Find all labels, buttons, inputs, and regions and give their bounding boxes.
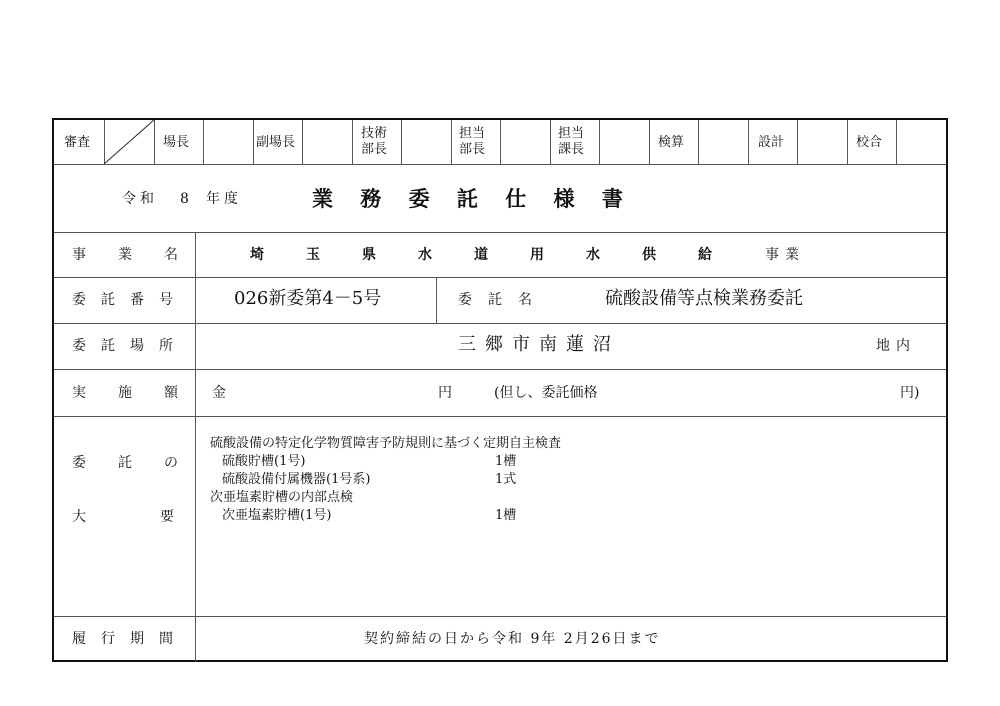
approval-label-manager-in-charge: 担当 課長 — [558, 126, 585, 157]
approval-label-plant-chief: 場長 — [163, 135, 190, 150]
label-column-divider — [195, 232, 196, 662]
title-nendo: 年度 — [206, 191, 242, 207]
summary-line: 硫酸設備付属機器(1号系) — [222, 472, 371, 487]
cell-divider — [203, 120, 204, 164]
approval-label-deputy-chief: 副場長 — [256, 135, 296, 150]
cell-divider — [649, 120, 650, 164]
cell-divider — [698, 120, 699, 164]
cell-divider — [599, 120, 600, 164]
cell-divider — [401, 120, 402, 164]
approval-label-proofreading: 校合 — [856, 135, 883, 150]
cell-divider — [253, 120, 254, 164]
project-suffix: 事業 — [765, 247, 805, 263]
amount-note: (但し、委託価格 — [494, 385, 598, 401]
cell-divider — [748, 120, 749, 164]
row-divider — [54, 164, 946, 165]
amount-yen: 円 — [438, 385, 452, 401]
title-year: 8 — [180, 191, 189, 207]
cell-divider — [154, 120, 155, 164]
amount-note-yen: 円) — [900, 385, 920, 401]
contract-no-label: 委託番号 — [72, 292, 188, 308]
row-divider — [54, 277, 946, 278]
row-divider — [54, 232, 946, 233]
location: 三郷市南蓮沼 — [458, 334, 620, 355]
approval-label-director-in-charge: 担当 部長 — [459, 126, 486, 157]
summary-qty: 1槽 — [495, 454, 517, 469]
contract-cell-divider — [436, 277, 437, 323]
cell-divider — [550, 120, 551, 164]
amount-label: 実施額 — [72, 385, 210, 401]
project-name: 埼玉県水道用水供給 — [250, 247, 754, 263]
summary-qty: 1式 — [495, 472, 517, 487]
summary-line: 次亜塩素貯槽(1号) — [222, 508, 332, 523]
location-label: 委託場所 — [72, 338, 188, 354]
summary-qty: 1槽 — [495, 508, 517, 523]
summary-label-top: 委託の — [72, 455, 210, 471]
summary-line: 硫酸設備の特定化学物質障害予防規則に基づく定期自主検査 — [210, 436, 562, 451]
cell-divider — [451, 120, 452, 164]
row-divider — [54, 323, 946, 324]
cell-divider — [847, 120, 848, 164]
cell-divider — [352, 120, 353, 164]
approval-label-review: 審査 — [64, 135, 91, 150]
approval-label-verification: 検算 — [658, 135, 685, 150]
summary-label-bottom: 大要 — [72, 509, 248, 525]
document-title: 業 務 委 託 仕 様 書 — [312, 186, 633, 211]
summary-line: 次亜塩素貯槽の内部点検 — [210, 490, 354, 505]
row-divider — [54, 369, 946, 370]
location-suffix: 地内 — [876, 338, 916, 354]
specification-form — [52, 118, 948, 662]
approval-label-tech-director: 技術 部長 — [361, 126, 388, 157]
amount-kin: 金 — [212, 385, 226, 401]
contract-number: 026新委第4－5号 — [234, 288, 382, 309]
cell-divider — [896, 120, 897, 164]
cell-divider — [797, 120, 798, 164]
row-divider — [54, 416, 946, 417]
period: 契約締結の日から令和 9年 2月26日まで — [364, 631, 661, 647]
contract-name-label: 委託名 — [458, 292, 548, 308]
approval-label-design: 設計 — [758, 135, 785, 150]
project-label-text: 事業名 — [72, 247, 210, 263]
title-era: 令和 — [122, 191, 158, 207]
contract-name: 硫酸設備等点検業務委託 — [605, 288, 803, 309]
period-label: 履行期間 — [72, 631, 188, 647]
diagonal-slash — [104, 120, 154, 164]
summary-line: 硫酸貯槽(1号) — [222, 454, 306, 469]
row-divider — [54, 616, 946, 617]
project-label — [72, 247, 210, 263]
cell-divider — [500, 120, 501, 164]
cell-divider — [302, 120, 303, 164]
